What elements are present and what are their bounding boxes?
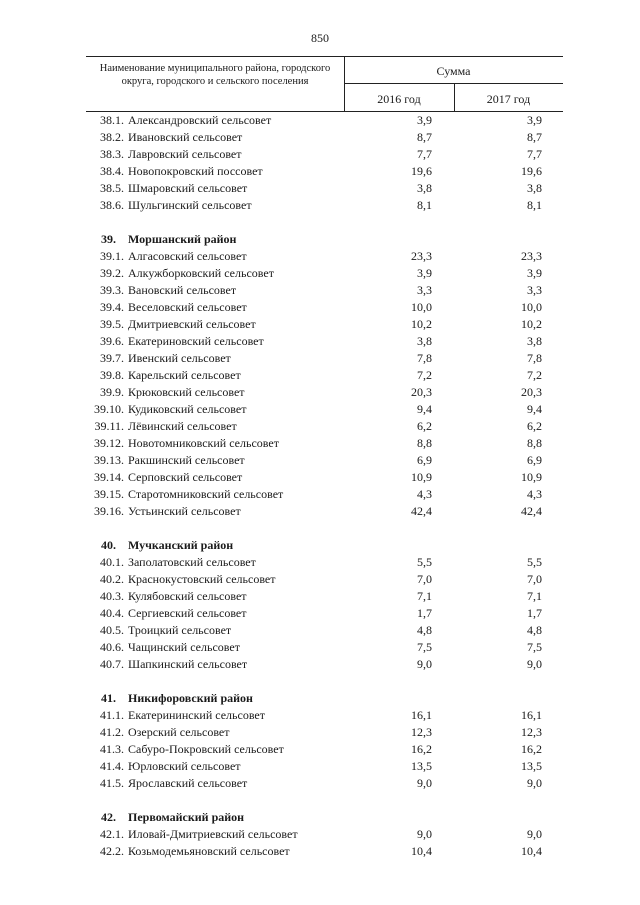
value-2016: 12,3 [411,725,432,739]
value-2017: 8,8 [527,436,542,450]
value-2016: 9,0 [417,657,432,671]
value-2017: 16,1 [521,708,542,722]
row-name: Серповский сельсовет [128,470,243,484]
page-number: 850 [311,31,329,45]
table-row [86,588,563,605]
value-2017: 10,0 [521,300,542,314]
table-row [86,758,563,775]
row-number: 38.4. [100,164,124,178]
header-top-rule [86,56,563,57]
table-row [86,843,563,860]
value-2016: 3,3 [417,283,432,297]
table-row [86,265,563,282]
value-2017: 3,3 [527,283,542,297]
row-number: 42.2. [100,844,124,858]
row-name: Устьинский сельсовет [128,504,241,518]
value-2017: 9,0 [527,776,542,790]
row-number: 40.4. [100,606,124,620]
value-2016: 10,2 [411,317,432,331]
row-name: Крюковский сельсовет [128,385,245,399]
row-number: 39.10. [94,402,124,416]
value-2016: 16,1 [411,708,432,722]
row-name: Озерский сельсовет [128,725,230,739]
row-number: 40.1. [100,555,124,569]
row-number: 41.1. [100,708,124,722]
row-number: 39.2. [100,266,124,280]
row-number: 38.5. [100,181,124,195]
row-number: 38.6. [100,198,124,212]
value-2017: 8,7 [527,130,542,144]
value-2016: 7,5 [417,640,432,654]
row-number: 39.5. [100,317,124,331]
value-2016: 19,6 [411,164,432,178]
row-number: 41.2. [100,725,124,739]
row-number: 39.3. [100,283,124,297]
value-2016: 10,4 [411,844,432,858]
row-name: Юрловский сельсовет [128,759,241,773]
table-row [86,605,563,622]
value-2017: 23,3 [521,249,542,263]
value-2016: 7,0 [417,572,432,586]
table-row [86,741,563,758]
district-heading [86,231,563,248]
value-2016: 20,3 [411,385,432,399]
value-2017: 9,4 [527,402,542,416]
row-number: 39.12. [94,436,124,450]
row-number: 40.7. [100,657,124,671]
row-number: 40.5. [100,623,124,637]
value-2017: 13,5 [521,759,542,773]
row-name: Ярославский сельсовет [128,776,248,790]
row-name: Новотомниковский сельсовет [128,436,279,450]
row-number: 39.14. [94,470,124,484]
value-2017: 20,3 [521,385,542,399]
row-name: Александровский сельсовет [128,113,272,127]
value-2016: 13,5 [411,759,432,773]
value-2016: 8,7 [417,130,432,144]
table-row [86,282,563,299]
row-name: Иловай-Дмитриевский сельсовет [128,827,298,841]
row-number: 41.3. [100,742,124,756]
row-name: Вановский сельсовет [128,283,237,297]
row-number: 39.16. [94,504,124,518]
value-2016: 3,8 [417,334,432,348]
row-number: 39.1. [100,249,124,263]
value-2016: 16,2 [411,742,432,756]
table-row [86,112,563,129]
table-row [86,571,563,588]
column-header-2017: 2017 год [486,92,531,106]
row-name: Заполатовский сельсовет [128,555,256,569]
row-name: Алкужборковский сельсовет [128,266,274,280]
table-row [86,350,563,367]
value-2017: 6,9 [527,453,542,467]
value-2016: 7,8 [417,351,432,365]
value-2016: 3,8 [417,181,432,195]
value-2017: 10,4 [521,844,542,858]
district-name: Моршанский район [128,232,237,246]
value-2017: 7,8 [527,351,542,365]
row-number: 39.9. [100,385,124,399]
value-2017: 42,4 [521,504,542,518]
value-2016: 10,9 [411,470,432,484]
table-row [86,418,563,435]
district-number: 41. [101,691,116,705]
row-name: Ракшинский сельсовет [128,453,245,467]
district-name: Первомайский район [128,810,245,824]
value-2017: 1,7 [527,606,542,620]
value-2016: 23,3 [411,249,432,263]
value-2016: 8,8 [417,436,432,450]
row-number: 38.2. [100,130,124,144]
value-2017: 7,0 [527,572,542,586]
table-row [86,435,563,452]
row-number: 40.6. [100,640,124,654]
value-2016: 1,7 [417,606,432,620]
table-row [86,775,563,792]
value-2017: 12,3 [521,725,542,739]
table-row [86,146,563,163]
row-name: Шмаровский сельсовет [128,181,248,195]
table-row [86,486,563,503]
table-row [86,197,563,214]
row-name: Екатерининский сельсовет [128,708,266,722]
table-row [86,401,563,418]
value-2016: 9,0 [417,827,432,841]
row-number: 40.3. [100,589,124,603]
value-2016: 4,3 [417,487,432,501]
row-name: Ивановский сельсовет [128,130,243,144]
section-gap [86,520,563,537]
row-name: Новопокровский поссовет [128,164,263,178]
column-header-name: Наименование муниципального района, городского округа, городского и сельского поселения [99,63,331,87]
value-2017: 10,2 [521,317,542,331]
row-name: Екатериновский сельсовет [128,334,264,348]
district-heading [86,809,563,826]
value-2017: 4,3 [527,487,542,501]
row-number: 39.13. [94,453,124,467]
district-number: 39. [101,232,116,246]
row-name: Веселовский сельсовет [128,300,247,314]
district-name: Мучканский район [128,538,234,552]
value-2016: 7,2 [417,368,432,382]
table-row [86,180,563,197]
section-gap [86,673,563,690]
district-name: Никифоровский район [128,691,253,705]
table-row [86,299,563,316]
value-2017: 6,2 [527,419,542,433]
value-2016: 9,4 [417,402,432,416]
value-2016: 9,0 [417,776,432,790]
value-2017: 7,5 [527,640,542,654]
table-row [86,724,563,741]
value-2017: 16,2 [521,742,542,756]
table-row [86,554,563,571]
value-2016: 4,8 [417,623,432,637]
district-number: 40. [101,538,116,552]
row-number: 41.4. [100,759,124,773]
table-row [86,384,563,401]
row-name: Шапкинский сельсовет [128,657,248,671]
value-2017: 3,9 [527,266,542,280]
value-2017: 7,2 [527,368,542,382]
value-2017: 5,5 [527,555,542,569]
row-number: 38.1. [100,113,124,127]
table-row [86,503,563,520]
table-row [86,452,563,469]
value-2016: 6,9 [417,453,432,467]
value-2016: 42,4 [411,504,432,518]
row-name: Лавровский сельсовет [128,147,242,161]
value-2017: 10,9 [521,470,542,484]
row-number: 40.2. [100,572,124,586]
row-number: 39.4. [100,300,124,314]
district-heading [86,690,563,707]
row-name: Дмитриевский сельсовет [128,317,256,331]
section-gap [86,792,563,809]
row-number: 41.5. [100,776,124,790]
row-number: 39.15. [94,487,124,501]
table-row [86,248,563,265]
table-row [86,163,563,180]
row-name: Лёвинский сельсовет [128,419,237,433]
value-2017: 8,1 [527,198,542,212]
row-name: Сергиевский сельсовет [128,606,247,620]
section-gap [86,214,563,231]
row-name: Чащинский сельсовет [128,640,240,654]
row-name: Троицкий сельсовет [128,623,232,637]
row-number: 39.6. [100,334,124,348]
row-number: 38.3. [100,147,124,161]
value-2017: 3,8 [527,334,542,348]
table-row [86,469,563,486]
district-number: 42. [101,810,116,824]
value-2017: 3,8 [527,181,542,195]
row-name: Ивенский сельсовет [128,351,231,365]
row-number: 39.7. [100,351,124,365]
table-row [86,656,563,673]
value-2016: 3,9 [417,266,432,280]
table-row [86,826,563,843]
table-row [86,639,563,656]
row-name: Краснокустовский сельсовет [128,572,276,586]
row-name: Кудиковский сельсовет [128,402,247,416]
row-name: Козьмодемьяновский сельсовет [128,844,290,858]
column-header-2016: 2016 год [377,92,421,106]
value-2017: 9,0 [527,827,542,841]
value-2016: 10,0 [411,300,432,314]
row-number: 39.8. [100,368,124,382]
row-name: Алгасовский сельсовет [128,249,247,263]
value-2017: 9,0 [527,657,542,671]
column-header-sum: Сумма [436,64,471,78]
value-2016: 3,9 [417,113,432,127]
row-name: Старотомниковский сельсовет [128,487,284,501]
table-header [86,56,563,112]
table-row [86,316,563,333]
row-name: Сабуро-Покровский сельсовет [128,742,284,756]
value-2016: 8,1 [417,198,432,212]
row-name: Кулябовский сельсовет [128,589,247,603]
value-2016: 6,2 [417,419,432,433]
value-2017: 7,1 [527,589,542,603]
value-2017: 19,6 [521,164,542,178]
table-row [86,707,563,724]
table-body [86,112,563,860]
row-number: 39.11. [94,419,124,433]
table-row [86,129,563,146]
value-2016: 5,5 [417,555,432,569]
row-name: Карельский сельсовет [128,368,241,382]
value-2017: 7,7 [527,147,542,161]
value-2016: 7,1 [417,589,432,603]
row-number: 42.1. [100,827,124,841]
value-2017: 3,9 [527,113,542,127]
value-2017: 4,8 [527,623,542,637]
district-heading [86,537,563,554]
table-row [86,367,563,384]
value-2016: 7,7 [417,147,432,161]
row-name: Шульгинский сельсовет [128,198,252,212]
table-row [86,333,563,350]
table-row [86,622,563,639]
